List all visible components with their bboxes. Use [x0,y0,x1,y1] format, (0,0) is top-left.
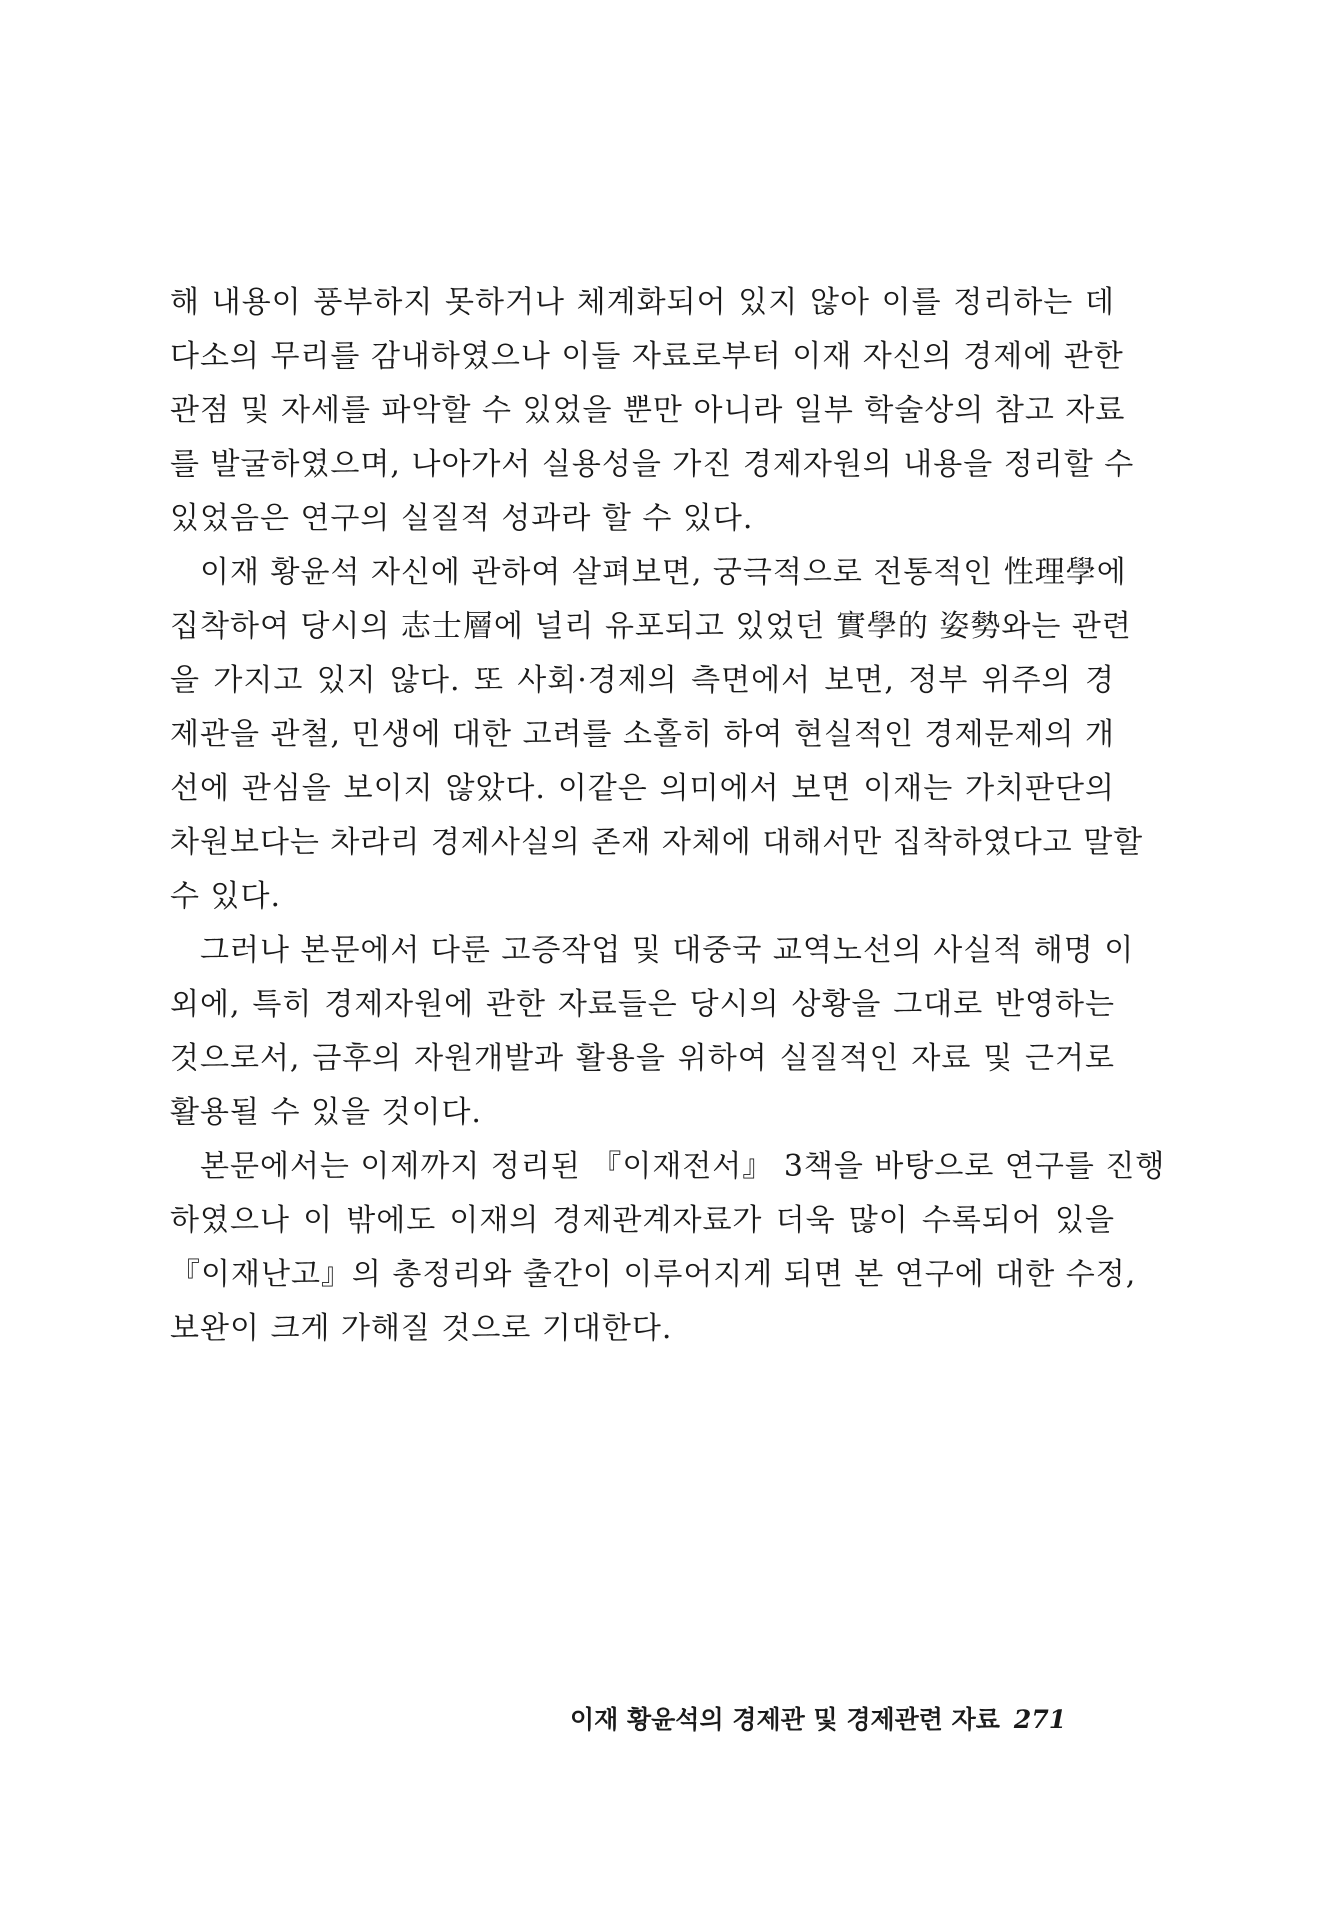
text-line: 을 가지고 있지 않다. 또 사회·경제의 측면에서 보면, 정부 위주의 경 [170,663,1115,698]
text-line: 다소의 무리를 감내하였으나 이들 자료로부터 이재 자신의 경제에 관한 [170,339,1124,374]
paragraph [170,924,1135,1140]
text-line: 외에, 특히 경제자원에 관한 자료들은 당시의 상황을 그대로 반영하는 [170,987,1115,1022]
paragraph [170,546,1144,924]
text-line: 수 있다. [170,879,282,914]
text-line: 하였으나 이 밖에도 이재의 경제관계자료가 더욱 많이 수록되어 있을 [170,1203,1115,1238]
running-title: 이재 황윤석의 경제관 및 경제관련 자료 [570,1705,1000,1734]
text-line: 이재 황윤석 자신에 관하여 살펴보면, 궁극적으로 전통적인 性理學에 [200,555,1127,590]
text-line: 관점 및 자세를 파악할 수 있었을 뿐만 아니라 일부 학술상의 참고 자료 [170,393,1126,428]
text-line: 를 발굴하였으며, 나아가서 실용성을 가진 경제자원의 내용을 정리할 수 [170,447,1135,482]
text-line: 그러나 본문에서 다룬 고증작업 및 대중국 교역노선의 사실적 해명 이 [200,933,1135,968]
text-line: 해 내용이 풍부하지 못하거나 체계화되어 있지 않아 이를 정리하는 데 [170,285,1115,320]
text-line: 제관을 관철, 민생에 대한 고려를 소홀히 하여 현실적인 경제문제의 개 [170,717,1115,752]
text-line: 것으로서, 금후의 자원개발과 활용을 위하여 실질적인 자료 및 근거로 [170,1041,1115,1076]
text-line: 있었음은 연구의 실질적 성과라 할 수 있다. [170,501,754,536]
text-line: 보완이 크게 가해질 것으로 기대한다. [170,1311,673,1346]
text-line: 활용될 수 있을 것이다. [170,1095,482,1130]
text-line: 본문에서는 이제까지 정리된 『이재전서』 3책을 바탕으로 연구를 진행 [200,1149,1166,1184]
text-line: 집착하여 당시의 志士層에 널리 유포되고 있었던 實學的 姿勢와는 관련 [170,609,1132,644]
text-line: 선에 관심을 보이지 않았다. 이같은 의미에서 보면 이재는 가치판단의 [170,771,1115,806]
text-line: 차원보다는 차라리 경제사실의 존재 자체에 대해서만 집착하였다고 말할 [170,825,1144,860]
text-line: 『이재난고』의 총정리와 출간이 이루어지게 되면 본 연구에 대한 수정, [170,1257,1137,1292]
page-footer [570,1700,1090,1740]
body-text [170,276,1166,1356]
paragraph [170,1140,1166,1356]
paragraph [170,276,1135,546]
page-number: 271 [1013,1705,1067,1734]
